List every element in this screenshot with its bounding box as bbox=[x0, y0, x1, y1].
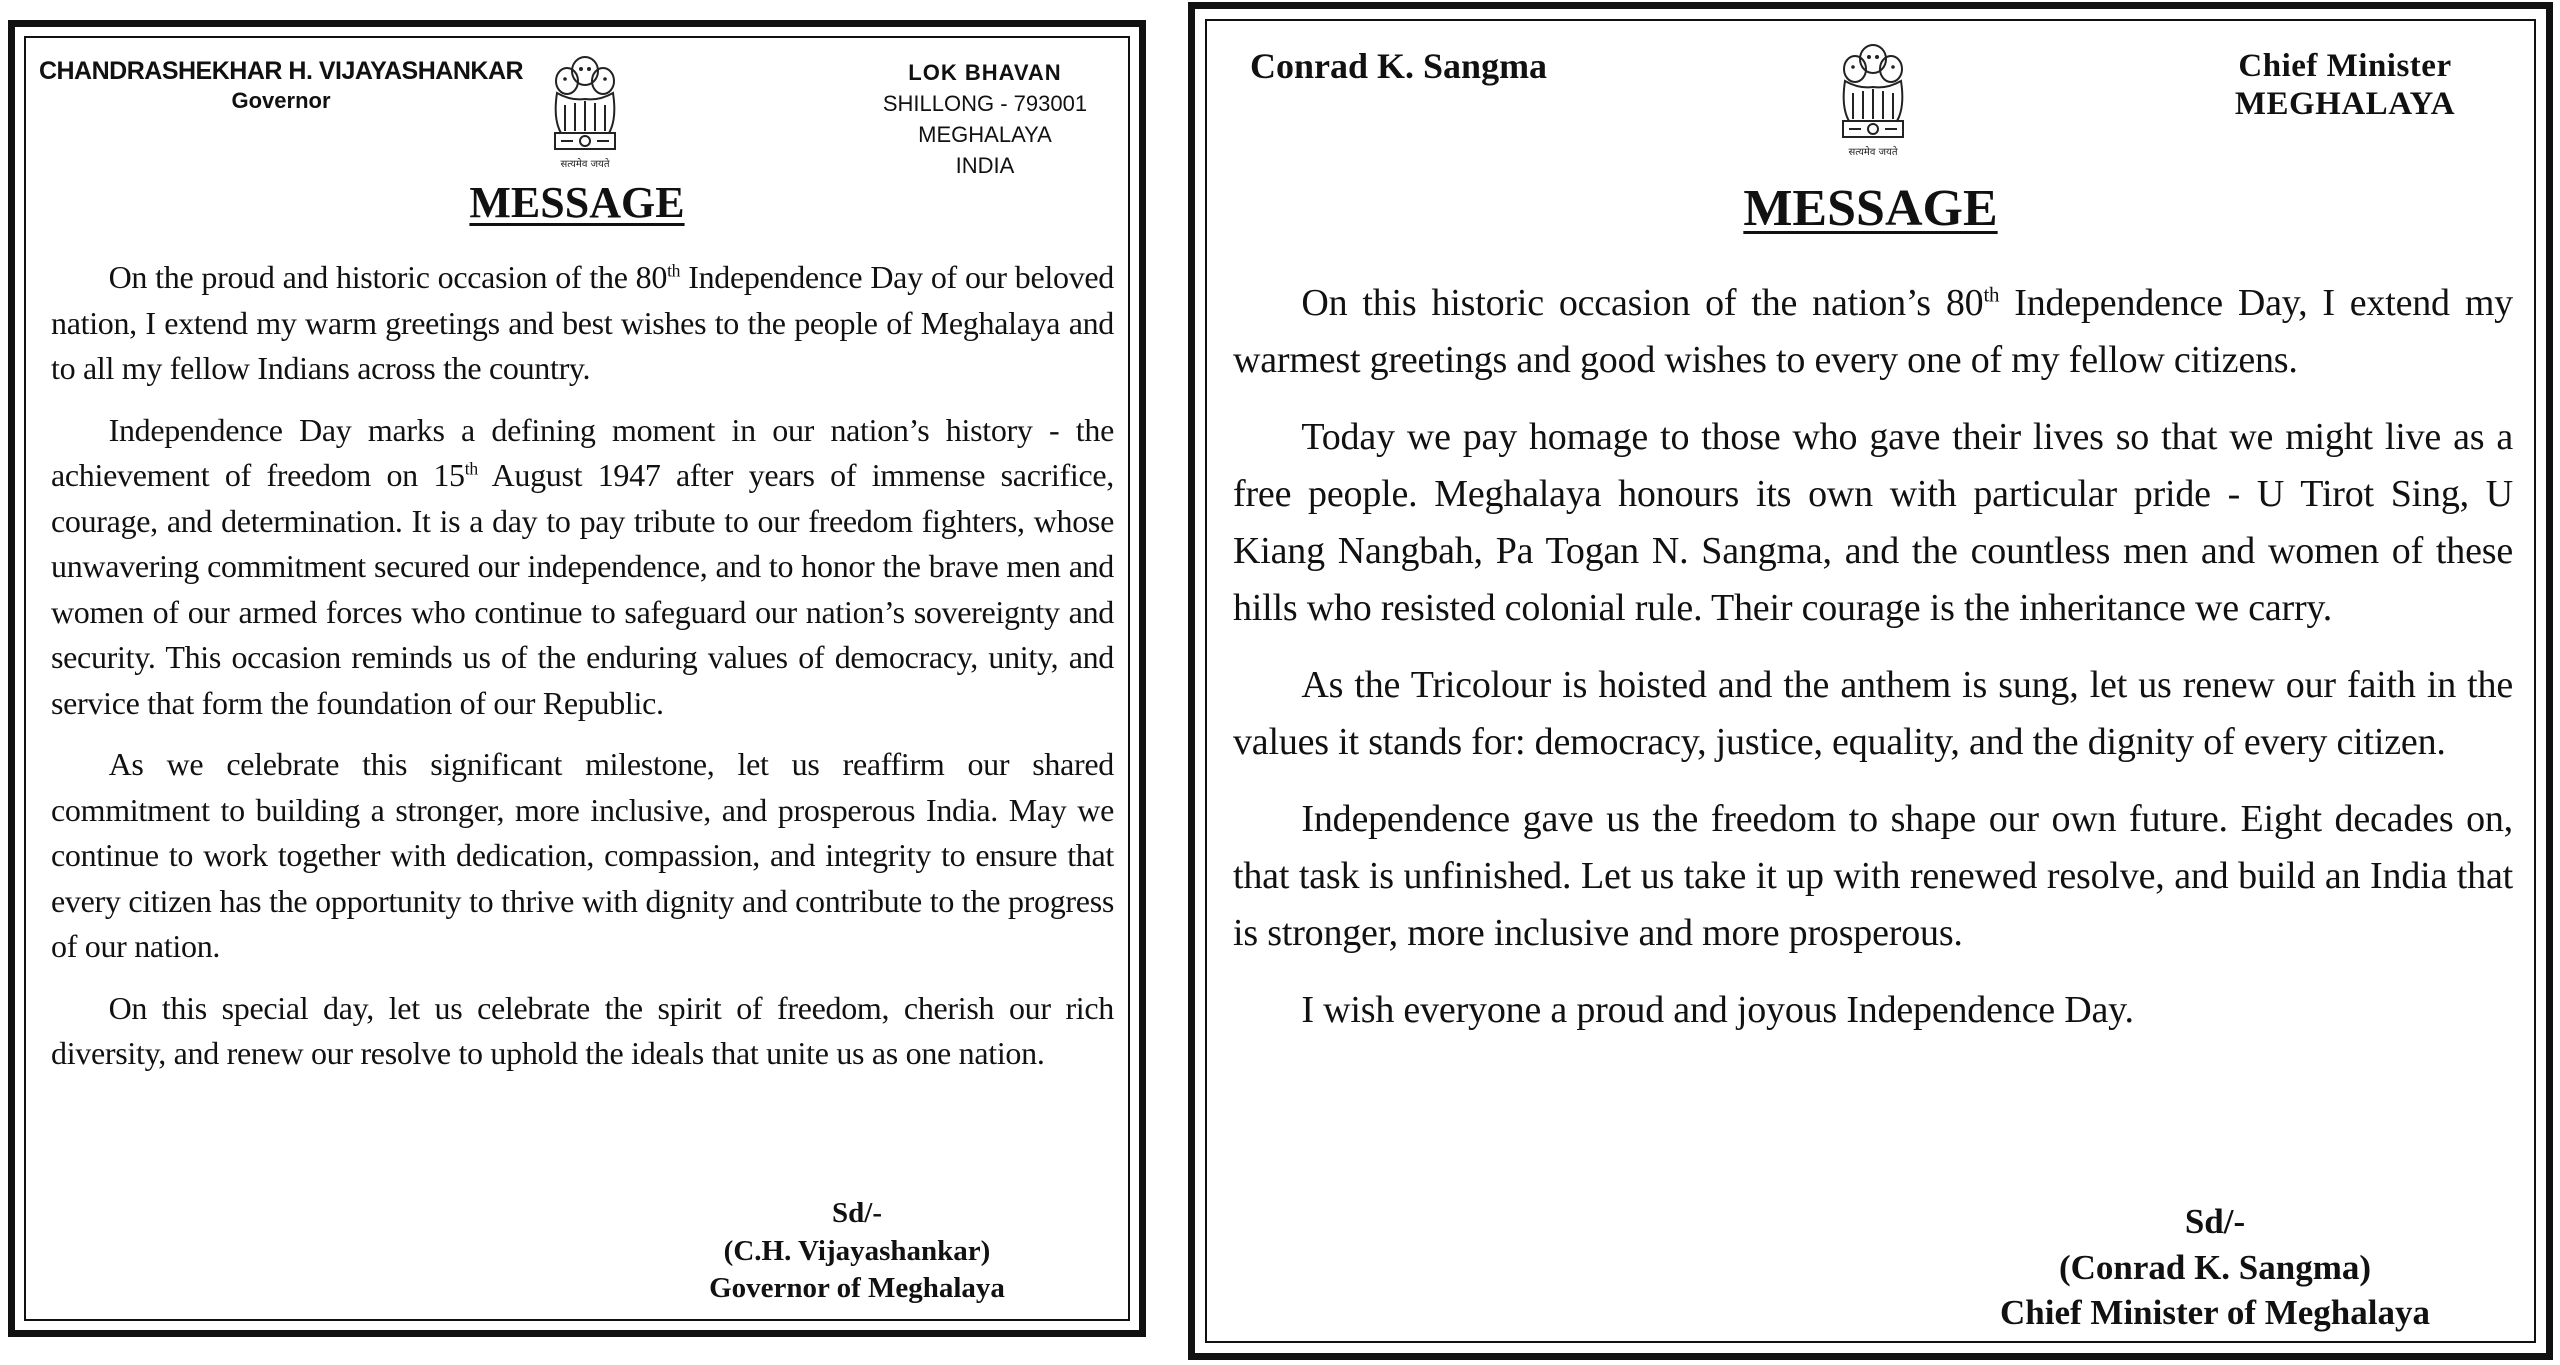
cm-message-title: MESSAGE bbox=[1743, 180, 1998, 237]
governor-sig-name: (C.H. Vijayashankar) bbox=[723, 1234, 991, 1267]
governor-paragraph-4: On this special day, let us celebrate the spirit of freedom, cherish our rich diversity, and renew our resolve to uphold the ideals that unite us as one nation. bbox=[51, 989, 1114, 1071]
governor-emblem-caption: सत्यमेव जयते bbox=[560, 159, 610, 170]
governor-sd: Sd/- bbox=[832, 1197, 882, 1229]
address-line-3: MEGHALAYA bbox=[918, 122, 1052, 147]
cm-designation-block bbox=[2195, 47, 2495, 123]
governor-header-left bbox=[31, 57, 531, 114]
governor-paragraph-3: As we celebrate this significant milestone, let us reaffirm our shared commitment to building a stronger, more inclusive, and prosperous India. May we continue to work together with dedication, compassion, and integrity to ensure that every citizen has the opportunity to thrive with dignity and contribute to the progress of our nation. bbox=[51, 746, 1114, 964]
cm-paragraph-2: Today we pay homage to those who gave their lives so that we might live as a free people. Meghalaya honours its own with particular pride - U Tirot Sing, U Kiang Nangbah, Pa Togan N. Sangma, and the countless men and women of these hills who resisted colonial rule. Their courage is the inheritance we carry. bbox=[1233, 416, 2513, 629]
governor-paragraph-2: Independence Day marks a defining moment in our nation’s history - the achievement of freedom on 15th August 1947 after years of immense sacrifice, courage, and determination. It is a day to pay tribute to our freedom fighters, whose unwavering commitment secured our independence, and to honor the brave men and women of our armed forces who continue to safeguard our nation’s sovereignty and security. This occasion reminds us of the enduring values of democracy, unity, and service that form the foundation of our Republic. bbox=[51, 411, 1114, 721]
state-emblem-icon bbox=[1831, 37, 1915, 167]
state-emblem-icon bbox=[543, 49, 627, 179]
governor-designation: Governor bbox=[231, 88, 331, 113]
cm-designation-line-1: Chief Minister bbox=[2238, 48, 2452, 84]
address-line-2: SHILLONG - 793001 bbox=[882, 91, 1088, 116]
governor-address-block bbox=[870, 57, 1100, 181]
cm-name: Conrad K. Sangma bbox=[1250, 46, 1548, 86]
cm-emblem-caption: सत्यमेव जयते bbox=[1848, 147, 1898, 158]
cm-paragraph-4: Independence gave us the freedom to shape our own future. Eight decades on, that task is unfinished. Let us take it up with renewed resolve, and build an India that is stronger, more inclusive and more prosperous. bbox=[1233, 798, 2513, 954]
cm-message-body bbox=[1233, 275, 2513, 1039]
cm-paragraph-5: I wish everyone a proud and joyous Independence Day. bbox=[1301, 989, 2134, 1031]
chief-minister-message-panel bbox=[1188, 2, 2553, 1360]
governor-signature-block bbox=[687, 1195, 1027, 1308]
governor-message-panel bbox=[8, 20, 1146, 1337]
cm-designation-line-2: MEGHALAYA bbox=[2234, 86, 2456, 122]
cm-paragraph-3: As the Tricolour is hoisted and the anthem is sung, let us renew our faith in the values it stands for: democracy, justice, equality, and the dignity of every citizen. bbox=[1233, 664, 2513, 763]
address-line-1: LOK BHAVAN bbox=[908, 60, 1062, 85]
governor-paragraph-1: On the proud and historic occasion of the 80th Independence Day of our beloved nation, I extend my warm greetings and best wishes to the people of Meghalaya and to all my fellow Indians across the country. bbox=[51, 259, 1114, 386]
cm-signature-block bbox=[1965, 1199, 2465, 1336]
governor-message-body bbox=[51, 255, 1114, 1077]
governor-name: CHANDRASHEKHAR H. VIJAYASHANKAR bbox=[38, 57, 524, 85]
cm-sig-name: (Conrad K. Sangma) bbox=[2058, 1247, 2372, 1287]
cm-sig-title: Chief Minister of Meghalaya bbox=[2000, 1293, 2430, 1332]
cm-paragraph-1: On this historic occasion of the nation’s 80th Independence Day, I extend my warmest greetings and good wishes to every one of my fellow citizens. bbox=[1233, 282, 2513, 381]
cm-sd: Sd/- bbox=[2184, 1202, 2246, 1241]
governor-message-title: MESSAGE bbox=[469, 178, 685, 227]
address-line-4: INDIA bbox=[955, 153, 1015, 178]
governor-sig-title: Governor of Meghalaya bbox=[709, 1272, 1005, 1305]
